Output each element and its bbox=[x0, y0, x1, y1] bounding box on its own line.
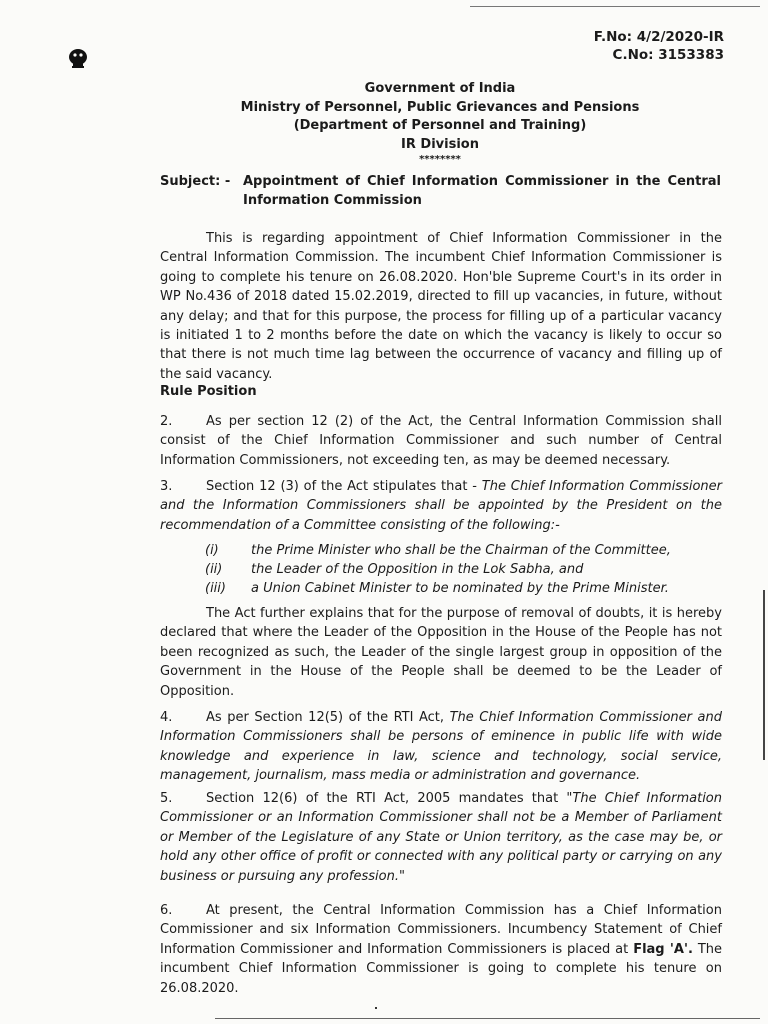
act-explanation-paragraph: The Act further explains that for the purpose of removal of doubts, it is hereby declared that where the Leader of the Opposition in the House of the People has not been recognized as such, the Leader of the single largest group in opposition of the Government in the House of the People shall be deemed to be the Leader of Opposition. bbox=[160, 606, 722, 699]
list-item-number: (i) bbox=[205, 543, 219, 558]
paragraph-number: 5. bbox=[160, 791, 173, 806]
paragraph-text: As per section 12 (2) of the Act, the Central Information Commission shall consist of the Chief Information Commissioner and such number of Central Information Commissioners, not exceeding ten, as may be deemed necessary. bbox=[160, 414, 722, 468]
paragraph-number: 2. bbox=[160, 414, 173, 429]
subject-label: Subject: - bbox=[160, 174, 231, 189]
header-stars: ******** bbox=[419, 154, 461, 165]
file-number: F.No: 4/2/2020-IR bbox=[593, 29, 724, 45]
list-item-text: the Prime Minister who shall be the Chairman of the Committee, bbox=[251, 543, 671, 558]
page-edge-mark bbox=[763, 590, 765, 760]
scan-dot bbox=[375, 1007, 377, 1009]
list-item bbox=[205, 560, 725, 579]
paragraph-number: 6. bbox=[160, 903, 173, 918]
list-item-number: (iii) bbox=[205, 581, 226, 596]
paragraph-6 bbox=[160, 901, 722, 998]
paragraph-3 bbox=[160, 477, 722, 535]
paragraph-number: 3. bbox=[160, 479, 173, 494]
intro-paragraph: This is regarding appointment of Chief Information Commissioner in the Central Information Commission. The incumbent Chief Information Commissioner is going to complete his tenure on 26.08.2020. Hon'ble Supreme Court's in its order in WP No.436 of 2018 dated 15.02.2019, directed to fill up vacancies, in future, without any delay; and that for this purpose, the process for filling up of a particular vacancy is initiated 1 to 2 months before the date on which the vacancy is likely to occur so that there is not much time lag between the occurrence of vacancy and filling up of the said vacancy. bbox=[160, 231, 722, 382]
paragraph-quote: The Chief Information Commissioner and the Information Commissioners shall be appointed by the President on the recommendation of a Committee consisting of the following:- bbox=[160, 479, 722, 533]
list-item bbox=[205, 541, 725, 560]
header-division: IR Division bbox=[401, 136, 479, 152]
subject-text: Appointment of Chief Information Commissioner in the Central Information Commission bbox=[243, 174, 721, 208]
paragraph-text: Section 12(6) of the RTI Act, 2005 mandates that bbox=[206, 791, 567, 806]
list-item-text: a Union Cabinet Minister to be nominated by the Prime Minister. bbox=[251, 581, 669, 596]
paragraph-quote: The Chief Information Commissioner and Information Commissioners shall be persons of eminence in public life with wide knowledge and experience in law, science and technology, social service, management, journalism, mass media or administration and governance. bbox=[160, 710, 723, 784]
list-item-text: the Leader of the Opposition in the Lok Sabha, and bbox=[251, 562, 584, 577]
bottom-rule-line bbox=[215, 1018, 760, 1019]
list-item-number: (ii) bbox=[205, 562, 223, 577]
paragraph-text: Section 12 (3) of the Act stipulates that - bbox=[206, 479, 482, 494]
file-reference bbox=[594, 28, 724, 64]
rule-position-heading: Rule Position bbox=[160, 384, 257, 399]
paragraph-text: As per Section 12(5) of the RTI Act, bbox=[206, 710, 450, 725]
paragraph-quote: "The Chief Information Commissioner or an Information Commissioner shall not be a Member of Parliament or Member of the Legislature of any State or Union territory, as the case may be, or hold any other office of profit or connected with any political party or carrying on any business or pursuing any profession." bbox=[160, 791, 722, 884]
paragraph-text-cont: The incumbent Chief Information Commissioner is going to complete his tenure on 26.08.2020. bbox=[160, 941, 722, 996]
national-emblem-icon bbox=[66, 46, 90, 70]
list-item bbox=[205, 579, 725, 598]
paragraph-2 bbox=[160, 412, 722, 470]
paragraph-text: At present, the Central Information Commission has a Chief Information Commissioner and six Information Commissioners. Incumbency Statement of Chief Information Commissioner and Information Commissioners is placed at bbox=[160, 903, 722, 957]
committee-list bbox=[205, 541, 725, 598]
paragraph-4 bbox=[160, 708, 722, 786]
header-department: (Department of Personnel and Training) bbox=[293, 118, 587, 133]
c-number: C.No: 3153383 bbox=[612, 47, 724, 63]
subject-line bbox=[160, 172, 722, 210]
flag-reference: Flag 'A'. bbox=[633, 941, 693, 957]
paragraph-number: 4. bbox=[160, 710, 173, 725]
top-rule-line bbox=[470, 6, 760, 7]
letter-header bbox=[160, 80, 720, 166]
header-ministry: Ministry of Personnel, Public Grievances and Pensions bbox=[240, 99, 640, 115]
header-government: Government of India bbox=[364, 81, 516, 96]
paragraph-5 bbox=[160, 789, 722, 886]
